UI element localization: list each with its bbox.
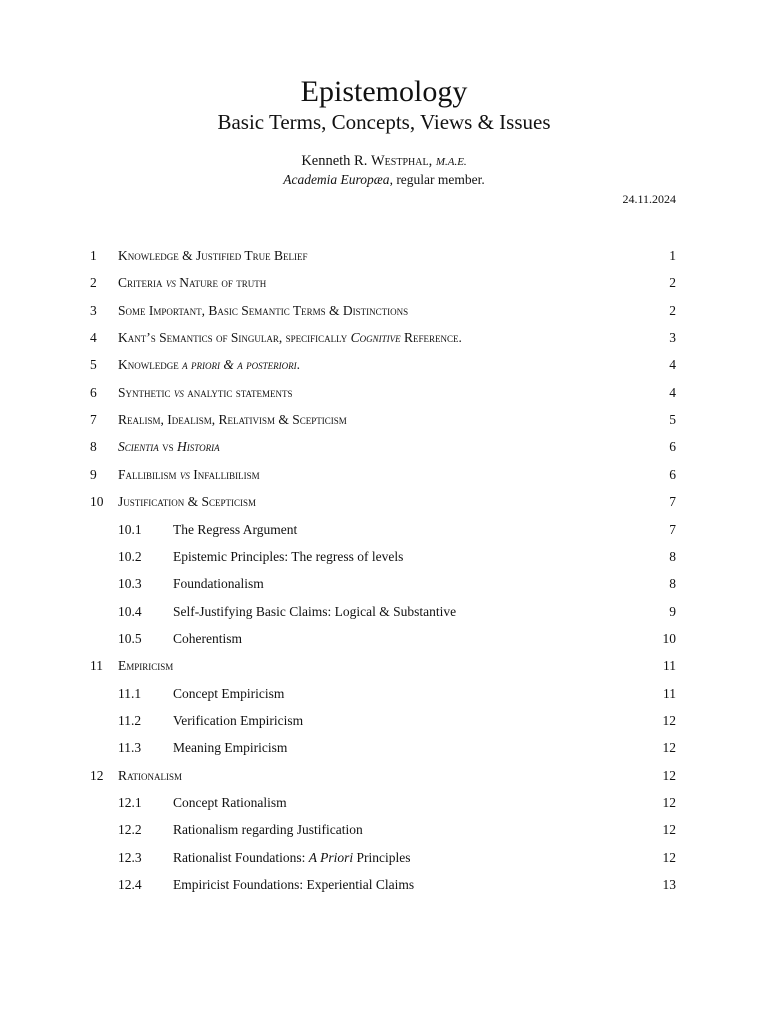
toc-entry-title-part: analytic statements xyxy=(183,384,293,400)
toc-entry-number: 12.3 xyxy=(118,849,142,865)
toc-entry[interactable] xyxy=(0,875,768,895)
toc-entry-title-part: Rationalist Foundations: xyxy=(173,849,309,865)
toc-entry[interactable] xyxy=(0,410,768,430)
toc-entry-number: 10.5 xyxy=(118,630,142,646)
toc-entry-title xyxy=(173,820,363,840)
toc-entry-number: 12.2 xyxy=(118,822,142,838)
affiliation-rest: , regular member. xyxy=(389,172,485,187)
toc-entry-page: 12 xyxy=(662,849,676,865)
toc-entry-number: 10.2 xyxy=(118,548,142,564)
toc-entry[interactable] xyxy=(0,684,768,704)
document-subtitle: Basic Terms, Concepts, Views & Issues xyxy=(217,110,551,134)
toc-entry-title-part: Nature of truth xyxy=(175,275,267,291)
author-surname: Westphal xyxy=(370,153,429,169)
toc-entry[interactable] xyxy=(0,766,768,786)
toc-entry-number: 11.2 xyxy=(118,712,142,728)
document-date: 24.11.2024 xyxy=(622,192,676,206)
toc-entry-title xyxy=(173,684,284,704)
toc-entry-title-part: Justification & Scepticism xyxy=(118,494,257,510)
toc-entry[interactable] xyxy=(0,574,768,594)
toc-entry-page: 4 xyxy=(669,384,676,400)
toc-entry-title xyxy=(118,301,408,321)
toc-entry-page: 6 xyxy=(669,466,676,482)
affiliation-line xyxy=(0,171,768,189)
toc-entry-title xyxy=(118,410,347,430)
toc-entry-title-part: Concept Rationalism xyxy=(173,795,287,810)
toc-entry-title xyxy=(118,383,293,403)
toc-entry-title xyxy=(173,848,411,868)
toc-entry-title-part: Empiricist Foundations: Experiential Claims xyxy=(173,877,415,893)
toc-entry-number: 10 xyxy=(90,494,104,510)
toc-entry-page: 9 xyxy=(669,603,676,619)
affiliation-org: Academia Europæa xyxy=(283,172,390,187)
toc-entry[interactable] xyxy=(0,848,768,868)
toc-entry[interactable] xyxy=(0,273,768,293)
toc-entry-title xyxy=(173,602,456,622)
toc-entry-title-part: Fallibilism xyxy=(118,466,180,482)
toc-entry-title xyxy=(118,465,260,485)
toc-entry-number: 11 xyxy=(90,658,103,674)
toc-entry-page: 11 xyxy=(663,658,676,674)
toc-entry-title xyxy=(118,656,173,676)
toc-entry[interactable] xyxy=(0,328,768,348)
toc-entry[interactable] xyxy=(0,520,768,540)
toc-entry-title xyxy=(173,793,287,813)
toc-entry[interactable] xyxy=(0,711,768,731)
toc-entry-title-part: Realism, Idealism, Relativism & Scepticism xyxy=(118,412,347,428)
toc-entry-page: 8 xyxy=(669,548,676,564)
toc-entry-title-part: vs xyxy=(173,384,184,400)
toc-entry-title-part: Epistemic Principles: The regress of levels xyxy=(173,548,404,564)
toc-entry-page: 1 xyxy=(669,248,676,263)
toc-entry-title-part: vs xyxy=(158,439,178,455)
toc-entry-title-part: . xyxy=(296,357,300,373)
toc-entry-number: 11.3 xyxy=(118,740,142,756)
toc-entry-title xyxy=(118,437,220,457)
toc-entry-page: 8 xyxy=(669,576,676,592)
toc-entry-title xyxy=(173,629,242,649)
toc-entry-page: 13 xyxy=(662,877,676,893)
toc-entry-page: 10 xyxy=(662,630,676,646)
toc-entry[interactable] xyxy=(0,629,768,649)
toc-entry-number: 9 xyxy=(90,466,97,482)
toc-entry[interactable] xyxy=(0,602,768,622)
toc-entry[interactable] xyxy=(0,465,768,485)
toc-entry-number: 10.4 xyxy=(118,603,142,619)
toc-entry-title xyxy=(118,246,308,266)
toc-entry[interactable] xyxy=(0,656,768,676)
toc-entry-title xyxy=(173,711,303,731)
toc-entry[interactable] xyxy=(0,355,768,375)
toc-entry-page: 12 xyxy=(662,712,676,728)
toc-entry[interactable] xyxy=(0,301,768,321)
toc-entry-title-part: Meaning Empiricism xyxy=(173,740,288,756)
toc-entry-title-part: vs xyxy=(179,466,190,482)
toc-entry[interactable] xyxy=(0,820,768,840)
toc-entry-number: 11.1 xyxy=(118,685,142,701)
toc-entry-title-part: Principles xyxy=(353,849,411,865)
toc-entry-page: 4 xyxy=(669,357,676,373)
toc-entry-title-part: Infallibilism xyxy=(189,466,260,482)
toc-entry-title-part: Criteria xyxy=(118,275,166,291)
toc-entry-title-part: Knowledge xyxy=(118,357,183,373)
toc-entry-number: 6 xyxy=(90,384,97,400)
toc-entry-number: 2 xyxy=(90,275,97,291)
toc-entry-title xyxy=(173,875,414,895)
author-name: Kenneth R. xyxy=(301,153,371,169)
toc-entry[interactable] xyxy=(0,383,768,403)
toc-entry-page: 12 xyxy=(662,795,676,810)
toc-entry-title xyxy=(173,574,264,594)
toc-entry-title-part: A Priori xyxy=(308,849,354,865)
toc-entry-title xyxy=(118,766,182,786)
toc-entry-number: 8 xyxy=(90,439,97,455)
author-suffix: M.A.E. xyxy=(435,156,467,168)
toc-entry-page: 12 xyxy=(662,740,676,756)
toc-entry-page: 7 xyxy=(669,521,676,537)
toc-entry-title-part: Cognitive xyxy=(350,330,401,346)
toc-entry-title-part: Rationalism regarding Justification xyxy=(173,822,363,838)
toc-entry-title xyxy=(118,273,266,293)
toc-entry[interactable] xyxy=(0,492,768,512)
toc-entry-title-part: Concept Empiricism xyxy=(173,685,285,701)
toc-entry-number: 4 xyxy=(90,330,97,346)
toc-entry-title xyxy=(173,520,297,540)
toc-entry-title-part: vs xyxy=(165,275,176,291)
toc-entry-title xyxy=(173,738,287,758)
toc-entry-page: 12 xyxy=(662,822,676,838)
toc-entry-title-part: Rationalism xyxy=(118,767,183,783)
toc-entry-title-part: The Regress Argument xyxy=(173,521,298,537)
toc-entry-title-part: Synthetic xyxy=(118,384,174,400)
toc-entry-page: 6 xyxy=(669,439,676,455)
toc-entry-title-part: Scientia xyxy=(118,439,159,455)
toc-entry-title-part: Some Important, Basic Semantic Terms & Distinctions xyxy=(118,302,409,318)
toc-entry-title-part: Self-Justifying Basic Claims: Logical & Substantive xyxy=(173,603,457,619)
toc-entry-page: 11 xyxy=(663,685,676,701)
toc-entry[interactable] xyxy=(0,793,768,813)
toc-entry[interactable] xyxy=(0,547,768,567)
toc-entry-number: 12 xyxy=(90,767,104,783)
toc-entry-number: 12.4 xyxy=(118,877,142,893)
toc-entry-title-part: Verification Empiricism xyxy=(173,712,304,728)
toc-entry[interactable] xyxy=(0,437,768,457)
toc-entry-number: 1 xyxy=(90,248,97,263)
toc-entry-page: 2 xyxy=(669,302,676,318)
toc-entry-number: 10.1 xyxy=(118,521,142,537)
toc-entry-title xyxy=(118,492,256,512)
toc-entry-title-part: Reference. xyxy=(400,330,462,346)
toc-entry[interactable] xyxy=(0,738,768,758)
toc-entry-page: 7 xyxy=(669,494,676,510)
toc-entry-page: 2 xyxy=(669,275,676,291)
toc-entry-title-part: Knowledge & Justified True Belief xyxy=(118,248,308,263)
toc-entry-number: 5 xyxy=(90,357,97,373)
toc-entry-page: 3 xyxy=(669,330,676,346)
toc-entry-title-part: Foundationalism xyxy=(173,576,264,592)
toc-entry-title-part: Coherentism xyxy=(173,630,242,646)
toc-entry-title-part: Historia xyxy=(177,439,220,455)
document-title: Epistemology xyxy=(300,75,468,108)
toc-entry-number: 7 xyxy=(90,412,97,428)
toc-entry-title-part: Kant’s Semantics of Singular, specifically xyxy=(118,330,351,346)
toc-entry-title xyxy=(118,355,300,375)
toc-entry-number: 10.3 xyxy=(118,576,142,592)
author-line: Kenneth R. Westphal, M.A.E. xyxy=(301,153,467,169)
toc-entry-number: 12.1 xyxy=(118,795,142,810)
toc-entry-title xyxy=(118,328,462,348)
toc-entry-title-part: Empiricism xyxy=(118,658,174,674)
toc-entry-page: 5 xyxy=(669,412,676,428)
toc-entry[interactable] xyxy=(0,246,768,266)
toc-entry-number: 3 xyxy=(90,302,97,318)
toc-entry-title xyxy=(173,547,403,567)
toc-entry-page: 12 xyxy=(662,767,676,783)
toc-entry-title-part: a priori & a posteriori xyxy=(182,357,297,373)
